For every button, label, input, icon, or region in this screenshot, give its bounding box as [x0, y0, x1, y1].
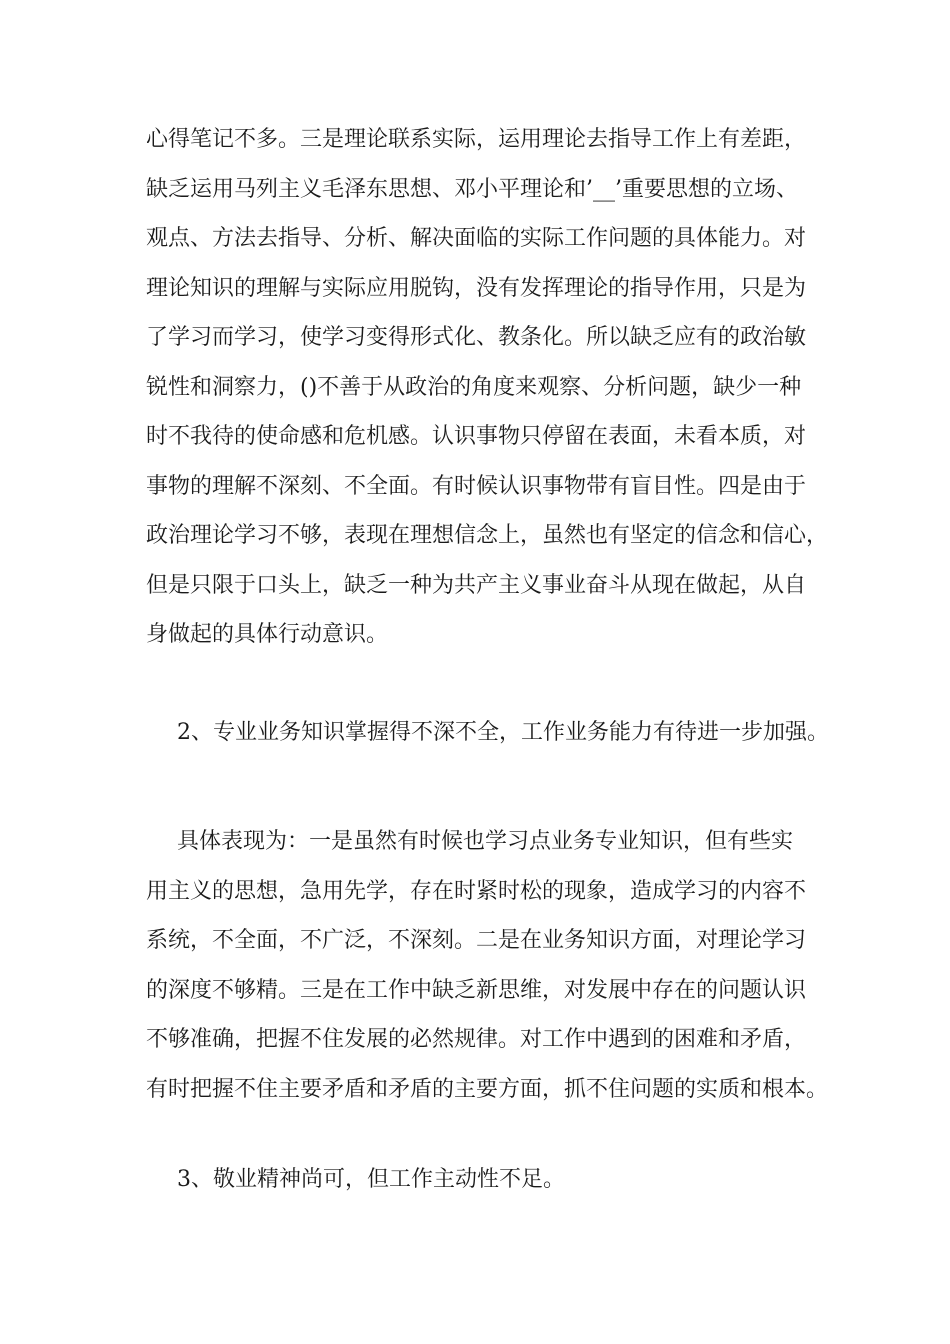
text-line: 有时把握不住主要矛盾和矛盾的主要方面，抓不住问题的实质和根本。 — [146, 1076, 829, 1102]
text-line: 锐性和洞察力，()不善于从政治的角度来观察、分析问题，缺少一种 — [146, 374, 802, 400]
paragraph-theory-study — [146, 115, 829, 660]
paragraph-specific-performance — [146, 817, 829, 1114]
text-line: 政治理论学习不够，表现在理想信念上，虽然也有坚定的信念和信心， — [146, 523, 829, 548]
text-line: 事物的理解不深刻、不全面。有时候认识事物带有盲目性。四是由于 — [146, 473, 807, 499]
text-line: 具体表现为：一是虽然有时候也学习点业务专业知识，但有些实 — [177, 829, 794, 854]
text-line: 的深度不够精。三是在工作中缺乏新思维，对发展中存在的问题认识 — [146, 977, 807, 1003]
text-line: 观点、方法去指导、分析、解决面临的实际工作问题的具体能力。对 — [146, 226, 807, 251]
text-line: 系统，不全面，不广泛，不深刻。二是在业务知识方面，对理论学习 — [146, 928, 807, 953]
heading-item-3 — [146, 1155, 818, 1205]
text-line: 心得笔记不多。三是理论联系实际，运用理论去指导工作上有差距， — [146, 127, 807, 152]
heading-text: 2、专业业务知识掌握得不深不全，工作业务能力有待进一步加强。 — [177, 720, 829, 745]
text-line: 身做起的具体行动意识。 — [146, 622, 389, 647]
text-line: 但是只限于口头上，缺乏一种为共产主义事业奋斗从现在做起，从自 — [146, 572, 807, 598]
heading-text: 3、敬业精神尚可，但工作主动性不足。 — [177, 1167, 565, 1192]
text-line: 时不我待的使命感和危机感。认识事物只停留在表面，未看本质，对 — [146, 424, 807, 449]
heading-item-2 — [146, 708, 829, 758]
text-line: 了学习而学习，使学习变得形式化、教条化。所以缺乏应有的政治敏 — [146, 325, 807, 350]
text-line: 缺乏运用马列主义毛泽东思想、邓小平理论和’__’重要思想的立场、 — [146, 176, 798, 202]
text-line: 理论知识的理解与实际应用脱钩，没有发挥理论的指导作用，只是为 — [146, 275, 807, 301]
text-line: 用主义的思想，急用先学，存在时紧时松的现象，造成学习的内容不 — [146, 878, 807, 904]
text-line: 不够准确，把握不住发展的必然规律。对工作中遇到的困难和矛盾， — [146, 1027, 807, 1052]
